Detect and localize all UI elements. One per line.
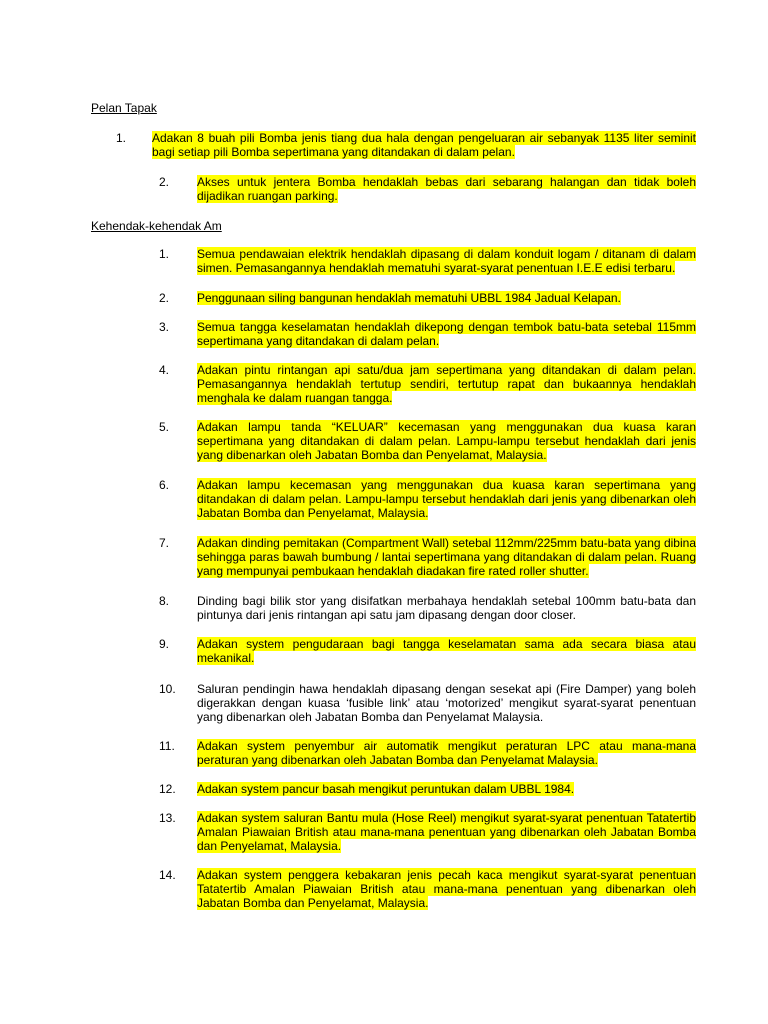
item-number: 12. [159, 782, 176, 796]
item-number: 14. [159, 868, 176, 882]
section-heading-general-requirements: Kehendak-kehendak Am [91, 219, 222, 233]
item-number: 2. [159, 175, 170, 189]
item-text: Adakan dinding pemitakan (Compartment Wall) setebal 112mm/225mm batu-bata yang dibina sehingga paras bawah bumbung / lantai sepertimana yang ditandakan di dalam pelan. Ruang yang mempunyai pembukaan hendaklah diadakan fire rated roller shutter. [197, 536, 696, 578]
item-number: 9. [159, 637, 170, 651]
item-text: Dinding bagi bilik stor yang disifatkan merbahaya hendaklah setebal 100mm batu-bata dan pintunya dari jenis rintangan api satu jam dipasang dengan door closer. [197, 594, 696, 622]
item-number: 10. [159, 682, 176, 696]
item-number: 6. [159, 478, 170, 492]
item-number: 4. [159, 363, 170, 377]
item-text: Penggunaan siling bangunan hendaklah mematuhi UBBL 1984 Jadual Kelapan. [197, 291, 621, 305]
item-number: 1. [159, 247, 170, 261]
item-text: Adakan 8 buah pili Bomba jenis tiang dua hala dengan pengeluaran air sebanyak 1135 liter seminit bagi setiap pili Bomba sepertimana yang ditandakan di dalam pelan. [152, 131, 696, 159]
item-text: Adakan lampu tanda “KELUAR” kecemasan yang menggunakan dua kuasa karan sepertimana yang ditandakan di dalam pelan. Lampu-lampu tersebut hendaklah dari jenis yang dibenarkan oleh Jabatan Bomba dan Penyelamat, Malaysia. [197, 420, 696, 462]
item-text: Adakan system saluran Bantu mula (Hose Reel) mengikut syarat-syarat penentuan Tatatertib Amalan Piawaian British atau mana-mana penentuan yang dibenarkan oleh Jabatan Bomba dan Penyelamat, Malaysia. [197, 811, 696, 853]
item-number: 13. [159, 811, 176, 825]
item-text: Adakan lampu kecemasan yang menggunakan dua kuasa karan sepertimana yang ditandakan di dalam pelan. Lampu-lampu tersebut hendaklah dari jenis yang dibenarkan oleh Jabatan Bomba dan Penyelamat, Malaysia. [197, 478, 696, 520]
item-text: Adakan system penyembur air automatik mengikut peraturan LPC atau mana-mana peraturan yang dibenarkan oleh Jabatan Bomba dan Penyelamat Malaysia. [197, 739, 696, 767]
item-number: 5. [159, 420, 170, 434]
section-heading-site-plan: Pelan Tapak [91, 101, 157, 115]
item-number: 3. [159, 320, 170, 334]
item-text: Adakan system pengudaraan bagi tangga keselamatan sama ada secara biasa atau mekanikal. [197, 637, 696, 665]
item-text: Semua tangga keselamatan hendaklah dikepong dengan tembok batu-bata setebal 115mm sepertimana yang ditandakan di dalam pelan. [197, 320, 696, 348]
item-number: 8. [159, 594, 170, 608]
item-text: Adakan system pancur basah mengikut peruntukan dalam UBBL 1984. [197, 782, 575, 796]
item-number: 1. [116, 131, 127, 145]
item-text: Akses untuk jentera Bomba hendaklah bebas dari sebarang halangan dan tidak boleh dijadikan ruangan parking. [197, 175, 696, 203]
item-number: 2. [159, 291, 170, 305]
item-number: 11. [159, 739, 175, 753]
item-text: Adakan system penggera kebakaran jenis pecah kaca mengikut syarat-syarat penentuan Tatatertib Amalan Piawaian British atau mana-mana penentuan yang dibenarkan oleh Jabatan Bomba dan Penyelamat, Malaysia. [197, 868, 696, 910]
item-text: Semua pendawaian elektrik hendaklah dipasang di dalam konduit logam / ditanam di dalam simen. Pemasangannya hendaklah mematuhi syarat-syarat penentuan I.E.E edisi terbaru. [197, 247, 696, 275]
item-number: 7. [159, 536, 170, 550]
item-text: Saluran pendingin hawa hendaklah dipasang dengan sesekat api (Fire Damper) yang boleh digerakkan dengan kuasa ‘fusible link’ atau ‘motorized’ mengikut syarat-syarat penentuan yang dibenarkan oleh Jabatan Bomba dan Penyelamat Malaysia. [197, 682, 696, 724]
item-text: Adakan pintu rintangan api satu/dua jam sepertimana yang ditandakan di dalam pelan. Pemasangannya hendaklah tertutup sendiri, tertutup rapat dan bukaannya hendaklah menghala ke dalam ruangan tangga. [197, 363, 696, 405]
